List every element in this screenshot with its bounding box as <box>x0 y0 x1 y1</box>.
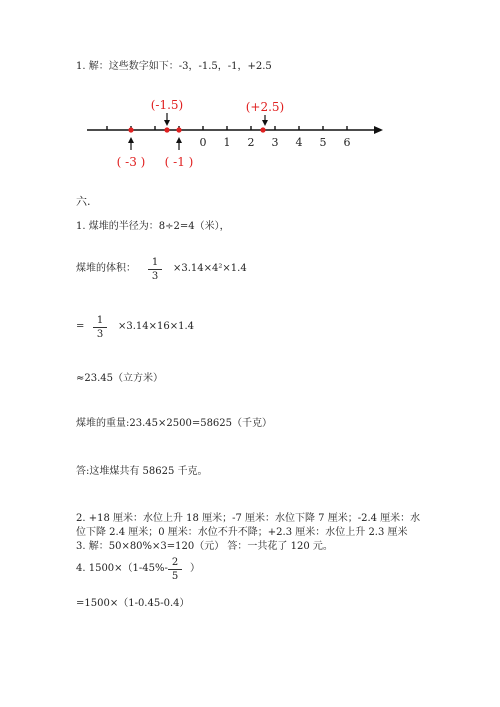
coal-volume-approx: ≈23.45（立方米） <box>76 373 164 384</box>
tick-label-3: 3 <box>271 136 279 149</box>
fraction-denominator: 3 <box>96 329 104 340</box>
tick-label-0: 0 <box>199 136 207 149</box>
point-neg1-5 <box>164 127 169 132</box>
q4-line-2: =1500×（1-0.45-0.4） <box>76 598 190 609</box>
coal-radius-line: 1. 煤堆的半径为：8÷2=4（米）， <box>76 221 230 232</box>
fraction-one-third <box>148 257 162 282</box>
point-neg1 <box>176 127 181 132</box>
number-line <box>0 95 500 185</box>
axis-arrow-icon <box>374 126 383 134</box>
fraction-denominator: 3 <box>151 271 159 282</box>
label-neg3: ( -3 ) <box>116 155 146 169</box>
arrow-down-icon <box>262 120 268 126</box>
q3-line: 3. 解：50×80%×3=120（元） 答：一共花了 120 元。 <box>76 541 333 552</box>
point-neg3 <box>128 127 133 132</box>
tick-label-5: 5 <box>319 136 327 149</box>
equals-sign: = <box>76 321 85 332</box>
label-neg1-5: (-1.5) <box>150 98 184 112</box>
tick-label-4: 4 <box>295 136 303 149</box>
arrow-up-icon <box>176 137 182 143</box>
q1-answer-line: 1. 解：这些数字如下：-3，-1.5，-1，+2.5 <box>76 61 272 72</box>
q2-line-2: 位下降 2.4 厘米；0 厘米：水位不升不降；+2.3 厘米：水位上升 2.3 厘米 <box>76 527 408 538</box>
fraction-numerator: 2 <box>168 557 182 570</box>
fraction-two-fifths <box>168 557 182 582</box>
coal-volume-expression: ×3.14×4²×1.4 <box>173 263 247 274</box>
label-plus2-5: (+2.5) <box>245 100 285 114</box>
coal-volume-expression-2: ×3.14×16×1.4 <box>118 321 195 332</box>
point-plus2-5 <box>260 127 265 132</box>
fraction-denominator: 5 <box>171 571 179 582</box>
coal-weight-line: 煤堆的重量:23.45×2500=58625（千克） <box>76 418 273 429</box>
tick-label-1: 1 <box>223 136 231 149</box>
tick-label-2: 2 <box>247 136 255 149</box>
section-title: 六. <box>76 195 91 208</box>
q2-line-1: 2. +18 厘米：水位上升 18 厘米；-7 厘米：水位下降 7 厘米；-2.4 厘米：水 <box>76 513 421 524</box>
coal-answer-line: 答:这堆煤共有 58625 千克。 <box>76 466 208 477</box>
fraction-numerator: 1 <box>93 315 107 328</box>
coal-volume-label: 煤堆的体积： <box>76 263 136 274</box>
arrow-up-icon <box>128 137 134 143</box>
label-neg1: ( -1 ) <box>164 155 194 169</box>
fraction-one-third-2 <box>93 315 107 340</box>
arrow-down-icon <box>164 120 170 126</box>
fraction-numerator: 1 <box>148 257 162 270</box>
tick-label-6: 6 <box>343 136 351 149</box>
q4-suffix: ） <box>190 563 200 574</box>
q4-prefix: 4. 1500×（1-45%- <box>76 563 168 574</box>
